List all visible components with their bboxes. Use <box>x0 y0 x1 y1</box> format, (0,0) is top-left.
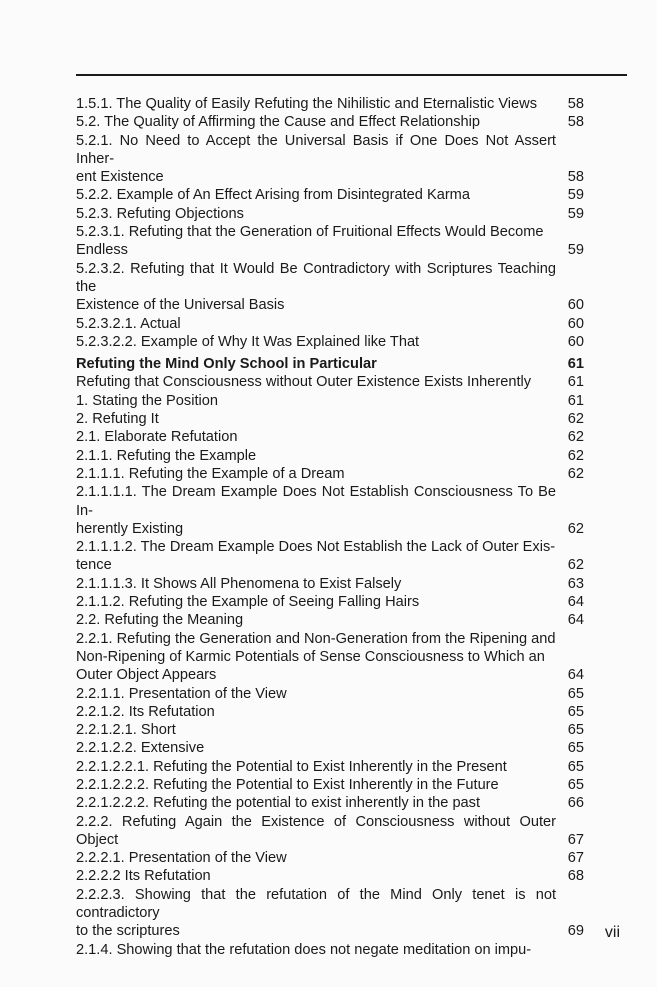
toc-entry <box>76 132 584 187</box>
toc-entry-title: 5.2. The Quality of Affirming the Cause and Effect Relationship <box>76 114 480 131</box>
toc-entry <box>76 685 584 703</box>
toc-entry <box>76 483 584 538</box>
toc-entry-page: 62 <box>567 411 584 428</box>
toc-entry-page: 62 <box>567 429 584 446</box>
toc-entry-title: 5.2.3. Refuting Objections <box>76 205 244 222</box>
table-of-contents <box>76 95 584 959</box>
toc-entry-title: 2.1.1. Refuting the Example <box>76 447 257 464</box>
toc-entry <box>76 186 584 204</box>
toc-entry <box>76 205 584 223</box>
toc-entry <box>76 703 584 721</box>
toc-entry-page: 61 <box>567 374 584 391</box>
toc-entry-title: 5.2.3.2. Refuting that It Would Be Contradictory with Scriptures Teaching the Existence of the Universal Basis <box>76 260 556 314</box>
toc-entry <box>76 95 584 113</box>
toc-entry-title: 2.2.2.2 Its Refutation <box>76 868 211 885</box>
toc-entry <box>76 538 584 575</box>
toc-entry <box>76 465 584 483</box>
toc-entry-page: 68 <box>567 868 584 885</box>
toc-entry <box>76 392 584 410</box>
toc-entry <box>76 813 584 850</box>
toc-entry-title: 2.1.4. Showing that the refutation does not negate meditation on impu- <box>76 941 532 958</box>
toc-entry <box>76 739 584 757</box>
toc-entry-page: 62 <box>567 557 584 574</box>
toc-entry-title: 2.2.1.2.2.2. Refuting the potential to exist inherently in the past <box>76 795 481 812</box>
toc-entry-page: 65 <box>567 740 584 757</box>
toc-entry-title: 2. Refuting It <box>76 411 159 428</box>
toc-entry <box>76 721 584 739</box>
toc-entry <box>76 113 584 131</box>
toc-entry-page: 67 <box>567 831 584 848</box>
toc-entry-title: 2.2.2.1. Presentation of the View <box>76 850 287 867</box>
toc-entry-page: 64 <box>567 594 584 611</box>
toc-entry-title: 2.1.1.2. Refuting the Example of Seeing Falling Hairs <box>76 594 420 611</box>
toc-entry-page: 61 <box>567 392 584 409</box>
toc-entry-page: 65 <box>567 776 584 793</box>
toc-entry-page: 65 <box>567 703 584 720</box>
toc-entry-page: 65 <box>567 758 584 775</box>
toc-entry-title: 2.2.1. Refuting the Generation and Non-Generation from the Ripening and Non-Ripening of Karmic Potentials of Sense Consciousness to Which an Outer Object Appears <box>76 630 556 684</box>
toc-entry-page: 67 <box>567 850 584 867</box>
toc-entry-page: 59 <box>567 187 584 204</box>
toc-entry-title: 5.2.3.2.2. Example of Why It Was Explained like That <box>76 333 420 350</box>
toc-entry-title: 5.2.3.1. Refuting that the Generation of Fruitional Effects Would Become Endless <box>76 224 544 259</box>
toc-entry <box>76 373 584 391</box>
toc-entry <box>76 849 584 867</box>
toc-entry-title: 2.1.1.1.2. The Dream Example Does Not Establish the Lack of Outer Exis- tence <box>76 539 556 574</box>
toc-entry-title: 2.2.1.2.2.1. Refuting the Potential to Exist Inherently in the Present <box>76 758 507 775</box>
toc-entry-page: 62 <box>567 520 584 537</box>
toc-entry-title: 1.5.1. The Quality of Easily Refuting the Nihilistic and Eternalistic Views <box>76 96 538 112</box>
toc-entry <box>76 260 584 315</box>
toc-entry-page: 63 <box>567 575 584 592</box>
toc-entry <box>76 315 584 333</box>
toc-entry-page: 62 <box>567 447 584 464</box>
toc-entry-page: 65 <box>567 685 584 702</box>
toc-entry <box>76 630 584 685</box>
toc-entry-page: 60 <box>567 297 584 314</box>
toc-entry-title: 2.1.1.1.3. It Shows All Phenomena to Exist Falsely <box>76 575 402 592</box>
toc-entry-page: 62 <box>567 465 584 482</box>
toc-entry-title: 2.2.1.2.2.2. Refuting the Potential to Exist Inherently in the Future <box>76 776 499 793</box>
toc-entry-title: 2.2.1.1. Presentation of the View <box>76 685 287 702</box>
toc-entry <box>76 333 584 351</box>
page-number: vii <box>604 924 620 941</box>
toc-section-heading <box>76 355 584 373</box>
toc-entry-page: 59 <box>567 242 584 259</box>
toc-entry-page: 61 <box>567 356 584 373</box>
toc-entry-title: 2.2.1.2.1. Short <box>76 722 176 739</box>
toc-entry-page: 58 <box>567 96 584 112</box>
toc-entry <box>76 611 584 629</box>
toc-entry <box>76 223 584 260</box>
toc-entry-title: 5.2.2. Example of An Effect Arising from Disintegrated Karma <box>76 187 470 204</box>
toc-entry-page: 58 <box>567 114 584 131</box>
toc-entry-page: 60 <box>567 315 584 332</box>
header-rule <box>76 74 627 76</box>
toc-entry <box>76 794 584 812</box>
toc-entry-page: 66 <box>567 795 584 812</box>
toc-entry-page: 59 <box>567 205 584 222</box>
toc-entry <box>76 410 584 428</box>
toc-entry-title: Refuting the Mind Only School in Particular <box>76 356 377 373</box>
toc-entry <box>76 776 584 794</box>
toc-entry <box>76 447 584 465</box>
toc-entry-title: 2.1.1.1. Refuting the Example of a Dream <box>76 465 345 482</box>
toc-entry-title: 2.2.1.2. Its Refutation <box>76 703 215 720</box>
toc-entry-title: 2.2.1.2.2. Extensive <box>76 740 205 757</box>
toc-entry-page: 65 <box>567 722 584 739</box>
toc-entry <box>76 886 584 941</box>
toc-entry-page: 60 <box>567 333 584 350</box>
toc-entry-page: 64 <box>567 667 584 684</box>
toc-entry <box>76 428 584 446</box>
toc-entry-title: 2.1.1.1.1. The Dream Example Does Not Establish Consciousness To Be In- herently Existing <box>76 484 556 537</box>
toc-entry <box>76 593 584 611</box>
toc-entry-title: 2.2. Refuting the Meaning <box>76 612 244 629</box>
toc-entry-title: 2.2.2. Refuting Again the Existence of Consciousness without Outer Object <box>76 813 556 848</box>
toc-entry-title: 5.2.1. No Need to Accept the Universal Basis if One Does Not Assert Inher- ent Existence <box>76 132 556 186</box>
toc-entry <box>76 758 584 776</box>
toc-entry <box>76 575 584 593</box>
toc-entry-title: Refuting that Consciousness without Outer Existence Exists Inherently <box>76 374 532 391</box>
toc-entry-title: 2.1. Elaborate Refutation <box>76 429 238 446</box>
toc-entry <box>76 867 584 885</box>
toc-entry-page: 58 <box>567 169 584 186</box>
toc-entry-title: 1. Stating the Position <box>76 392 218 409</box>
toc-entry-title: 2.2.2.3. Showing that the refutation of the Mind Only tenet is not contradictory to the scriptures <box>76 886 556 940</box>
toc-entry <box>76 941 584 959</box>
toc-entry-page: 69 <box>567 923 584 940</box>
toc-entry-page: 64 <box>567 612 584 629</box>
toc-entry-title: 5.2.3.2.1. Actual <box>76 315 181 332</box>
